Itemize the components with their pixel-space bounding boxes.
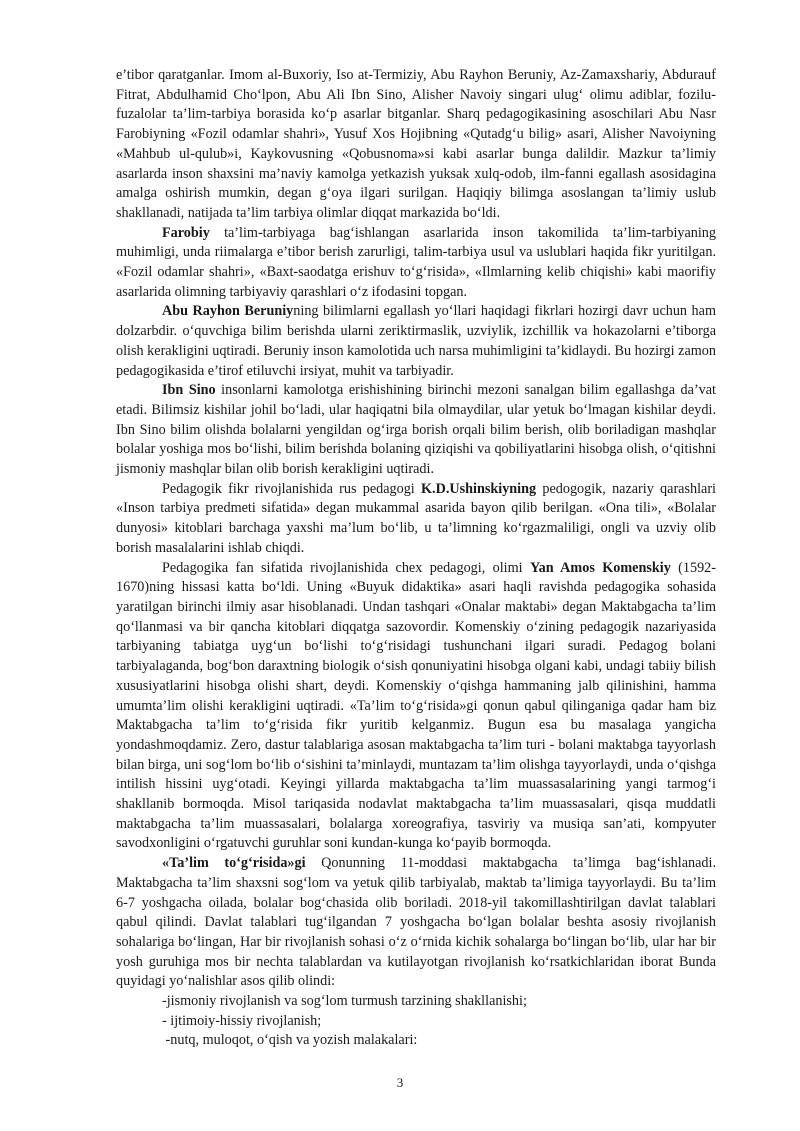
- paragraph-text: insonlarni kamolotga erishishining birinchi mezoni sanalgan bilim egallashga da’vat etadi. Bilimsiz kishilar johil bo‘ladi, ular haqiqatni bila olmaydilar, ular yetuk bo‘lmagan kishilar deydi. Ibn Sino bilim olishda bolalarni yengildan og‘irga borish orqali bilim berish, olib boriladigan mashqlar bolalar yoshiga mos bo‘lishi, bilim berishda bolaning qiziqishi va qobiliyatlarini hisobga olish, o‘qitishni jismoniy mashqlar bilan olib borish kerakligini uqtiradi.: [116, 382, 716, 478]
- paragraph-lead-bold: Farobiy: [162, 224, 210, 241]
- paragraph-talim-qonuni: [116, 854, 716, 992]
- paragraph-lead-bold: «Ta’lim to‘g‘risida»gi: [162, 855, 306, 872]
- paragraph-text: ta’lim-tarbiyaga bag‘ishlangan asarlarida inson takomilida ta’lim-tarbiyaning muhimligi, unda riimalarga e’tibor berish zarurligi, talim-tarbiya usul va uslublari haqida fikr yuritilgan. «Fozil odamlar shahri», «Baxt-saodatga erishuv to‘g‘risida», «Ilmlarning kelib chiqishi» kabi maorifiy asarlarida olimning tarbiyaviy qarashlari o‘z ifodasini topgan.: [116, 224, 716, 300]
- page-number: 3: [396, 1075, 404, 1090]
- paragraph-mid-bold: Yan Amos Komenskiy: [529, 559, 671, 576]
- paragraph-farobiy: [116, 224, 716, 303]
- paragraph-lead-bold: Ibn Sino: [162, 382, 216, 399]
- paragraph-text: pedogogik, nazariy qarashlari «Inson tarbiya predmeti sifatida» degan mukammal asarida bayon qilib berilgan. «Ona tili», «Bolalar dunyosi» kitoblari barchaga yaxshi ma’lum bo‘lib, u ta’limning ko‘rgazmaliligi, ongli va uzviy olib borish masalalarini ishlab chiqdi.: [116, 480, 716, 556]
- paragraph-lead-text: Pedagogik fikr rivojlanishida rus pedagogi: [162, 480, 421, 497]
- paragraph-beruniy: [116, 302, 716, 381]
- paragraph-text: Qonunning 11-moddasi maktabgacha ta’limga bag‘ishlanadi. Maktabgacha ta’lim shaxsni sog‘lom va yetuk qilib tarbiyalab, maktab ta’limiga tayyorlaydi. Bu ta’lim 6-7 yoshgacha oilada, bolalar bog‘chasida olib boriladi. 2018-yil takomillashtirilgan davlat talablari qabul qilindi. Davlat talablari tug‘ilgandan 7 yoshgacha bo‘lgan bolalar beshta asosiy rivojlanish sohalariga bo‘lingan, Har bir rivojlanish sohasi o‘z o‘rnida kichik sohalarga bo‘lingan bo‘lib, ular har bir yosh guruhiga mos bir nechta talablardan va kutilayotgan rivojlanish ko‘rsatkichlaridan iborat Bunda quyidagi yo‘nalishlar asos qilib olindi:: [116, 855, 716, 990]
- paragraph-ushinskiy: [116, 480, 716, 559]
- paragraph-lead-text: Pedagogika fan sifatida rivojlanishida chex pedagogi, olimi: [162, 559, 530, 576]
- list-item: - ijtimoiy-hissiy rivojlanish;: [162, 1012, 322, 1029]
- paragraph-intro: [116, 66, 716, 224]
- paragraph-text: ning bilimlarni egallash yo‘llari haqidagi fikrlari hozirgi davr uchun ham dolzarbdir. o‘quvchiga bilim berishda ularni zeriktirmaslik, uzviylik, izchillik va hokazolarni e’tiborga olish kerakligini uqtiradi. Beruniy inson kamolotida uch narsa muhimligini ta’kidlaydi. Bu hozirgi zamon pedagogikasida e’tirof etiluvchi irsiyat, muhit va tarbiyadir.: [116, 303, 716, 379]
- list-item: -jismoniy rivojlanish va sog‘lom turmush tarzining shakllanishi;: [162, 993, 527, 1010]
- document-body: [116, 66, 716, 1051]
- paragraph-ibn-sino: [116, 381, 716, 480]
- paragraph-text: (1592-1670)ning hissasi katta bo‘ldi. Uning «Buyuk didaktika» asari haqli ravishda pedagogika sohasida yaratilgan birinchi ilmiy asar hisoblanadi. Undan tashqari «Onalar maktabi» degan Maktabgacha ta’lim qo‘llanmasi va bir qancha kitoblari diqqatga sazovordir. Komenskiy o‘zining pedagogik nazariyasida tarbiyaning tabiatga uyg‘un bo‘lishi to‘g‘risidagi tushunchani ilgari suradi. Pedagog bolani tarbiyalaganda, bog‘bon daraxtning biologik o‘sish qonuniyatini hisobga olgani kabi, undagi tabiiy bilish xususiyatlarini hisobga olishi shart, deydi. Komenskiy o‘qishga hammaning jalb qilinishini, hamma umumta’lim olishi kerakligini uqtiradi. «Ta’lim to‘g‘risida»gi qonun qabul qilinganiga qadar ham biz Maktabgacha ta’lim to‘g‘risida fikr yuritib kelganmiz. Bugun esa bu masalaga yangicha yondashmoqdamiz. Zero, dastur talablariga asosan maktabgacha ta’lim turi - bolani maktabga tayyorlash bilan birga, uni sog‘lom bo‘lib o‘sishini ta’minlaydi, muntazam ta’lim olishga tayyorlaydi, unda o‘qishga intilish hissini uyg‘otadi. Keyingi yillarda maktabgacha ta’lim muassasalarining yangi tarmog‘i shakllanib bormoqda. Misol tariqasida nodavlat maktabgacha ta’lim muassasalari, qisqa muddatli maktabgacha ta’lim muassasalari, bolalarga xoreografiya, tasviriy va musiqa san’ati, kompyuter savodxonligini o‘rgatuvchi guruhlar soni kundan-kunga ko‘payib bormoqda.: [116, 559, 717, 852]
- list-item: -nutq, muloqot, o‘qish va yozish malakalari:: [162, 1032, 418, 1049]
- paragraph-mid-bold: K.D.Ushinskiyning: [420, 480, 537, 497]
- paragraph-lead-bold: Abu Rayhon Beruniy: [162, 303, 294, 320]
- paragraph-text: e’tibor qaratganlar. Imom al-Buxoriy, Iso at-Termiziy, Abu Rayhon Beruniy, Az-Zamaxshariy, Abdurauf Fitrat, Abdulhamid Cho‘lpon, Abu Ali Ibn Sino, Alisher Navoiy singari ulug‘ olimu adiblar, fozilu-fuzalolar ta’lim-tarbiya borasida ko‘p asarlar bitganlar. Sharq pedagogikasining asoschilari Abu Nasr Farobiyning «Fozil odamlar shahri», Yusuf Xos Hojibning «Qutadg‘u bilig» asari, Alisher Navoiyning «Mahbub ul-qulub»i, Kaykovusning «Qobusnoma»si kabi asarlar bunga dalildir. Mazkur ta’limiy asarlarda inson shaxsini ma’naviy kamolga yetkazish yuksak xulq-odob, ilm-fanni egallash asosidagina amalga oshirish mumkin, degan g‘oya ilgari surilgan. Haqiqiy bilimga asoslangan ta’limiy uslub shakllanadi, natijada ta’lim tarbiya olimlar diqqat markazida bo‘ldi.: [116, 67, 716, 221]
- paragraph-komenskiy: [116, 559, 716, 855]
